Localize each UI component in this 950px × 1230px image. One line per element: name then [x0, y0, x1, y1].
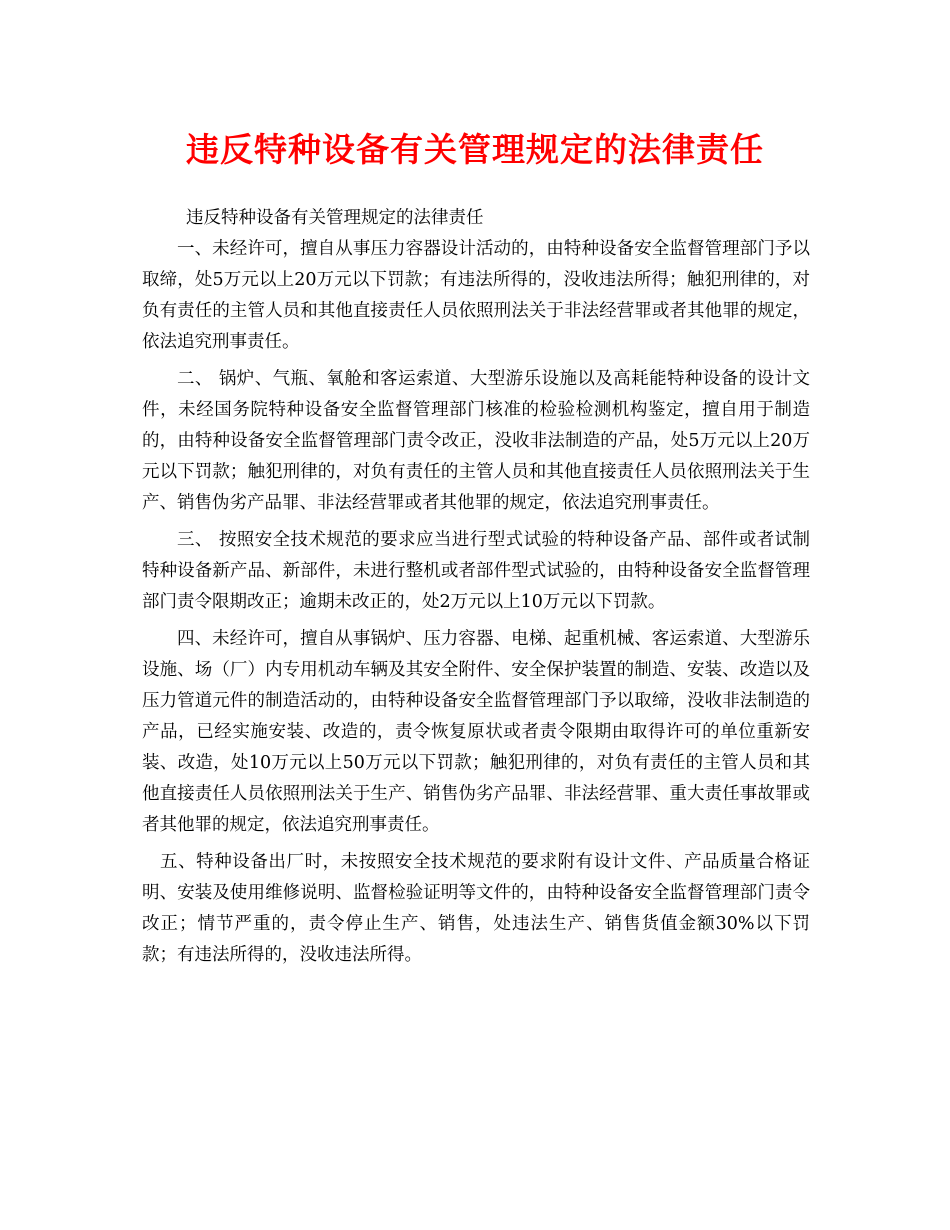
document-body: [142, 203, 810, 977]
paragraph-5: 五、特种设备出厂时，未按照安全技术规范的要求附有设计文件、产品质量合格证明、安装及使用维修说明、监督检验证明等文件的，由特种设备安全监督管理部门责令改正；情节严重的，责令停止生产、销售，处违法生产、销售货值金额30%以下罚款；有违法所得的，没收违法所得。: [142, 852, 810, 965]
paragraph-2: 二、 锅炉、气瓶、氧舱和客运索道、大型游乐设施以及高耗能特种设备的设计文件，未经国务院特种设备安全监督管理部门核准的检验检测机构鉴定，擅自用于制造的，由特种设备安全监督管理部门责令改正，没收非法制造的产品，处5万元以上20万元以下罚款；触犯刑律的，对负有责任的主管人员和其他直接责任人员依照刑法关于生产、销售伪劣产品罪、非法经营罪或者其他罪的规定，依法追究刑事责任。: [142, 369, 810, 513]
paragraph-4: 四、未经许可，擅自从事锅炉、压力容器、电梯、起重机械、客运索道、大型游乐设施、场（厂）内专用机动车辆及其安全附件、安全保护装置的制造、安装、改造以及压力管道元件的制造活动的，由特种设备安全监督管理部门予以取缔，没收非法制造的产品，已经实施安装、改造的，责令恢复原状或者责令限期由取得许可的单位重新安装、改造，处10万元以上50万元以下罚款；触犯刑律的，对负有责任的主管人员和其他直接责任人员依照刑法关于生产、销售伪劣产品罪、非法经营罪、重大责任事故罪或者其他罪的规定，依法追究刑事责任。: [142, 629, 810, 835]
document-subtitle: 违反特种设备有关管理规定的法律责任: [186, 208, 484, 228]
paragraph-1: 一、未经许可，擅自从事压力容器设计活动的，由特种设备安全监督管理部门予以取缔，处5万元以上20万元以下罚款；有违法所得的，没收违法所得；触犯刑律的，对负有责任的主管人员和其他直接责任人员依照刑法关于非法经营罪或者其他罪的规定，依法追究刑事责任。: [142, 239, 810, 352]
paragraph-3: 三、 按照安全技术规范的要求应当进行型式试验的特种设备产品、部件或者试制特种设备新产品、新部件，未进行整机或者部件型式试验的，由特种设备安全监督管理部门责令限期改正；逾期未改正的，处2万元以上10万元以下罚款。: [142, 530, 810, 612]
document-title: 违反特种设备有关管理规定的法律责任: [186, 130, 764, 169]
